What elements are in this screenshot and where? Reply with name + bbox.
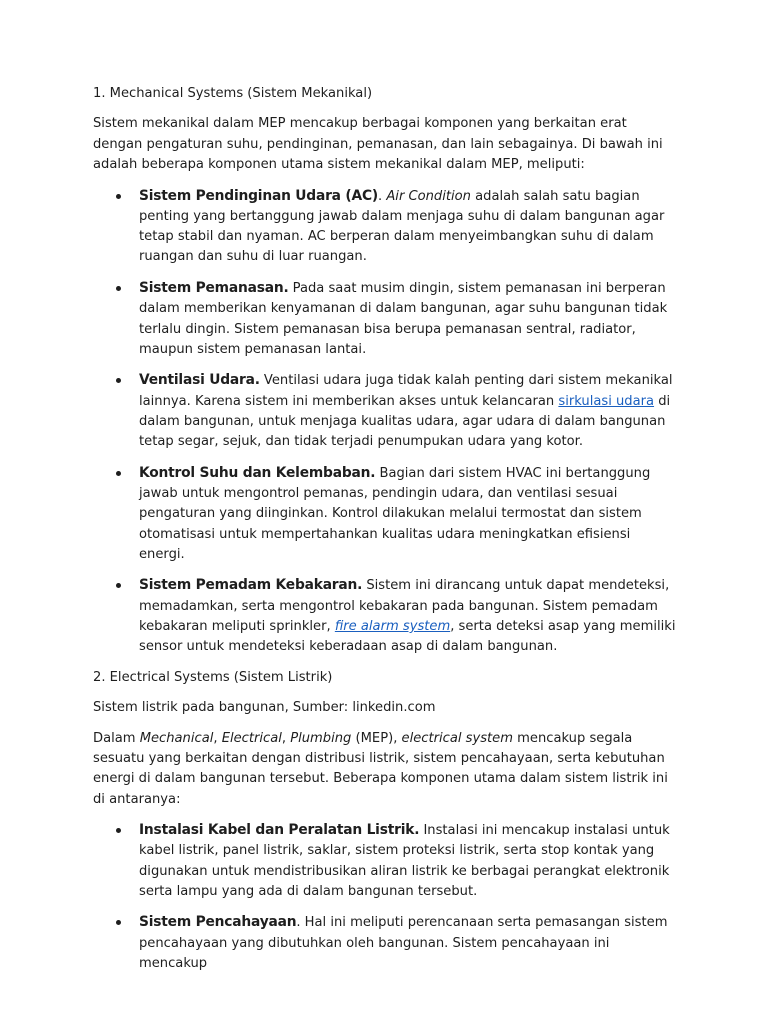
list-item-wiring	[93, 820, 678, 902]
item-text: Sistem ini dirancang untuk dapat mendeteksi, memadamkan, serta mengontrol kebakaran pada bangunan. Sistem pemadam kebakaran meliputi sprinkler,	[139, 578, 670, 634]
item-text: Instalasi ini mencakup instalasi untuk kabel listrik, panel listrik, saklar, sistem proteksi listrik, serta stop kontak yang digunakan untuk mendistribusikan aliran listrik ke berbagai perangkat elektronik serta lampu yang ada di dalam bangunan tersebut.	[139, 823, 670, 899]
item-term: Ventilasi Udara.	[139, 372, 260, 389]
bullet-icon	[116, 828, 121, 833]
list-item-lighting	[93, 912, 678, 974]
mechanical-components-list	[93, 186, 678, 658]
bullet-icon	[116, 583, 121, 588]
list-item-ventilation	[93, 370, 678, 452]
link-fire-alarm-system[interactable]: fire alarm system	[334, 618, 451, 634]
item-term: Sistem Pendinginan Udara (AC)	[139, 187, 379, 204]
image-caption: Sistem listrik pada bangunan, Sumber: linkedin.com	[93, 700, 436, 716]
item-term: Kontrol Suhu dan Kelembaban.	[139, 464, 376, 481]
bullet-icon	[116, 286, 121, 291]
document-page	[93, 84, 678, 985]
bullet-icon	[116, 471, 121, 476]
bullet-icon	[116, 194, 121, 199]
item-term: Sistem Pencahayaan	[139, 914, 297, 931]
section-intro-mechanical: Sistem mekanikal dalam MEP mencakup berbagai komponen yang berkaitan erat dengan pengaturan suhu, pendinginan, pemanasan, dan lain sebagainya. Di bawah ini adalah beberapa komponen utama sistem mekanikal dalam MEP, meliputi:	[93, 116, 663, 173]
link-sirkulasi-udara[interactable]: sirkulasi udara	[558, 393, 655, 409]
list-item-fire-suppression	[93, 575, 678, 657]
item-text: Pada saat musim dingin, sistem pemanasan ini berperan dalam memberikan kenyamanan di dalam bangunan, agar suhu bangunan tidak terlalu dingin. Sistem pemanasan bisa berupa pemanasan sentral, radiator, maupun sistem pemanasan lantai.	[139, 280, 668, 357]
item-term: Sistem Pemanasan.	[139, 279, 289, 296]
list-item-ac: Sistem Pendinginan Udara (AC). Air Condition adalah salah satu bagian penting yang bertanggung jawab dalam menjaga suhu di dalam bangunan agar tetap stabil dan nyaman. AC berperan dalam menyeimbangkan suhu di dalam ruangan dan suhu di luar ruangan.	[93, 186, 678, 268]
bullet-icon	[116, 378, 121, 383]
item-text: adalah salah satu bagian penting yang bertanggung jawab dalam menjaga suhu di dalam bangunan agar tetap stabil dan nyaman. AC berperan dalam menyeimbangkan suhu di dalam ruangan dan suhu di luar ruangan.	[139, 188, 665, 265]
item-text-after: di dalam bangunan, untuk menjaga kualitas udara, agar udara di dalam bangunan tetap segar, sejuk, dan tidak terjadi penumpukan udara yang kotor.	[139, 393, 671, 450]
item-italic-term: Air Condition	[386, 188, 471, 204]
section-intro-electrical: Dalam Mechanical, Electrical, Plumbing (MEP), electrical system mencakup segala sesuatu yang berkaitan dengan distribusi listrik, sistem pencahayaan, serta kebutuhan energi di dalam bangunan tersebut. Beberapa komponen utama dalam sistem listrik ini di antaranya:	[93, 730, 668, 807]
item-text-after: , serta deteksi asap yang memiliki sensor untuk mendeteksi keberadaan asap di dalam bangunan.	[139, 618, 676, 655]
section-heading-electrical: 2. Electrical Systems (Sistem Listrik)	[93, 669, 333, 685]
section-heading-mechanical: 1. Mechanical Systems (Sistem Mekanikal)	[93, 86, 373, 101]
item-term: Sistem Pemadam Kebakaran.	[139, 577, 363, 594]
list-item-heating	[93, 278, 678, 360]
item-text: Ventilasi udara juga tidak kalah penting dari sistem mekanikal lainnya. Karena sistem ini memberikan akses untuk kelancaran	[139, 373, 673, 409]
item-term: Instalasi Kabel dan Peralatan Listrik.	[139, 822, 420, 839]
list-item-climate-control	[93, 463, 678, 565]
item-text: Bagian dari sistem HVAC ini bertanggung jawab untuk mengontrol pemanas, pendingin udara, dan ventilasi sesuai pengaturan yang diinginkan. Kontrol dilakukan melalui termostat dan sistem otomatisasi untuk mempertahankan kualitas udara meningkatkan efisiensi energi.	[139, 465, 651, 562]
item-text: . Hal ini meliputi perencanaan serta pemasangan sistem pencahayaan yang dibutuhkan oleh bangunan. Sistem pencahayaan ini mencakup	[139, 915, 668, 972]
bullet-icon	[116, 920, 121, 925]
electrical-components-list	[93, 820, 678, 974]
